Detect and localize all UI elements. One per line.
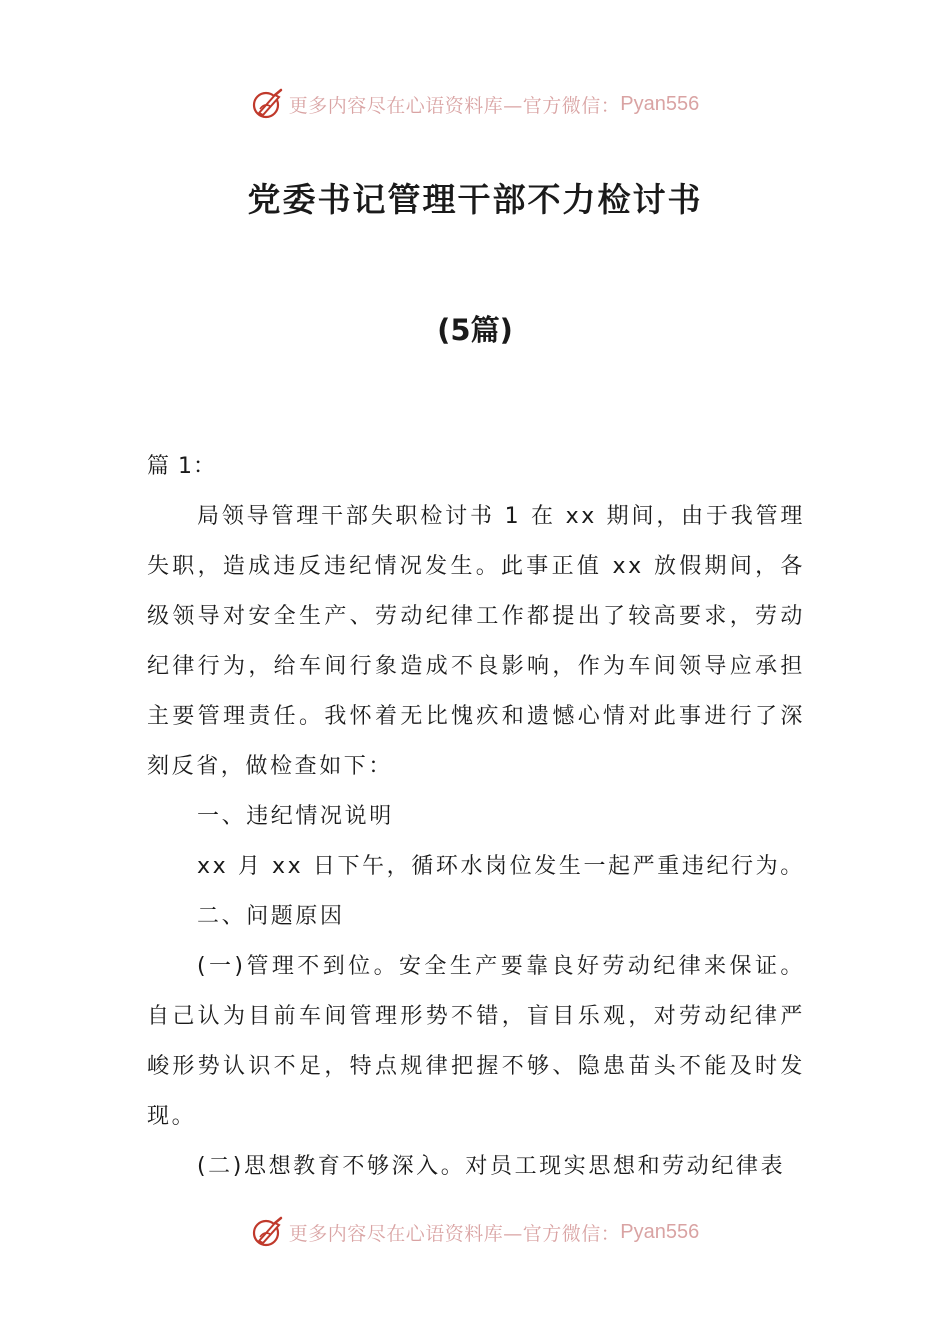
pen-logo-icon	[251, 87, 285, 121]
paragraph: xx 月 xx 日下午，循环水岗位发生一起严重违纪行为。	[197, 854, 805, 879]
watermark-footer	[0, 1212, 950, 1252]
section-label: 篇 1：	[147, 454, 216, 479]
paragraph: 局领导管理干部失职检讨书 1 在 xx 期间，由于我管理失职，造成违反违纪情况发生。此事正值 xx 放假期间，各级领导对安全生产、劳动纪律工作都提出了较高要求，劳动纪律行为，给车间行象造成不良影响，作为车间领导应承担主要管理责任。我怀着无比愧疚和遗憾心情对此事进行了深刻反省，做检查如下：	[147, 504, 805, 779]
watermark-text: 更多内容尽在心语资料库—官方微信：	[288, 1222, 621, 1245]
document-subtitle: (5篇)	[437, 313, 513, 347]
watermark-wechat-id: Pyan556	[620, 1220, 700, 1243]
document-body	[147, 442, 805, 1192]
paragraph: (一)管理不到位。安全生产要靠良好劳动纪律来保证。自己认为目前车间管理形势不错，盲目乐观，对劳动纪律严峻形势认识不足，特点规律把握不够、隐患苗头不能及时发现。	[147, 954, 805, 1129]
document-title: 党委书记管理干部不力检讨书	[247, 180, 703, 219]
paragraph: (二)思想教育不够深入。对员工现实思想和劳动纪律表	[197, 1154, 786, 1179]
watermark-header	[0, 84, 950, 124]
section-heading: 一、违纪情况说明	[197, 804, 394, 829]
watermark-wechat-id: Pyan556	[620, 92, 700, 115]
pen-logo-icon	[251, 1215, 285, 1249]
watermark-text: 更多内容尽在心语资料库—官方微信：	[288, 94, 621, 117]
section-heading: 二、问题原因	[197, 904, 345, 929]
